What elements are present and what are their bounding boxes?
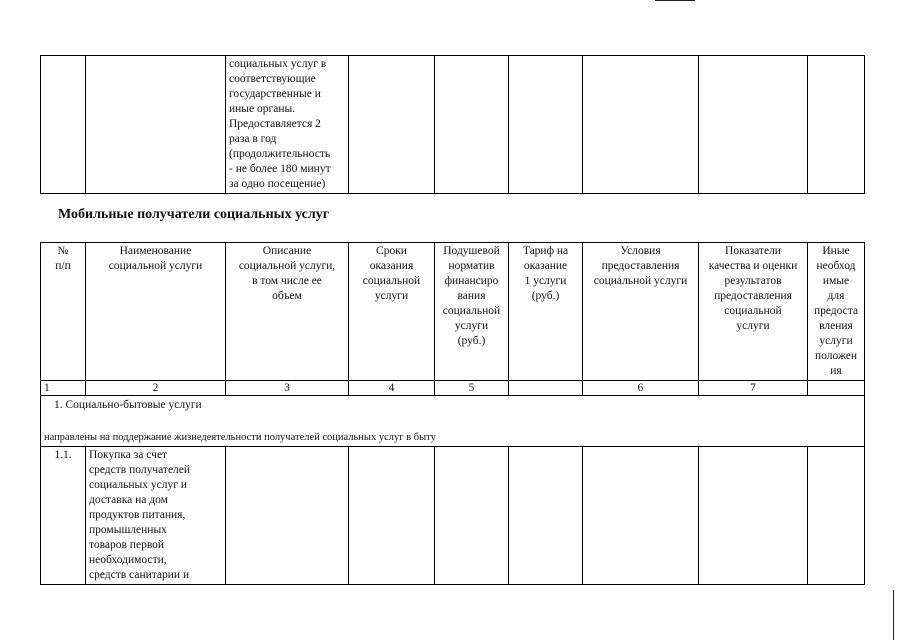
- scan-mark-top: [655, 0, 695, 1]
- column-number: 6: [583, 381, 699, 396]
- column-number: 7: [699, 381, 808, 396]
- table-cell: [435, 447, 509, 585]
- column-number: [509, 381, 583, 396]
- column-header: Наименование социальной услуги: [86, 243, 226, 381]
- table-cell: [226, 447, 349, 585]
- table-cell: [509, 56, 583, 194]
- section-cell: [41, 396, 865, 447]
- table-cell: [699, 56, 808, 194]
- table-cell: [86, 56, 226, 194]
- section-subheading: направлены на поддержание жизнедеятельности получателей социальных услуг в быту: [44, 432, 436, 443]
- section-row: [41, 396, 865, 447]
- column-number: 2: [86, 381, 226, 396]
- column-header: Тариф на оказание 1 услуги (руб.): [509, 243, 583, 381]
- table-cell: [41, 56, 86, 194]
- column-header: Иные необход имые для предоста вления услуги положен ия: [808, 243, 865, 381]
- column-number: 3: [226, 381, 349, 396]
- service-name: Покупка за счет средств получателей социальных услуг и доставка на дом продуктов питания, промышленных товаров первой необходимости, средств санитарии и: [86, 447, 226, 585]
- table-cell: [808, 447, 865, 585]
- table-cell: [808, 56, 865, 194]
- column-header: Условия предоставления социальной услуги: [583, 243, 699, 381]
- table-cell: [583, 447, 699, 585]
- scan-mark-right: [893, 590, 894, 640]
- table-row: [41, 56, 865, 194]
- column-number: 1: [41, 381, 86, 396]
- table-cell: [349, 56, 435, 194]
- column-header: № п/п: [41, 243, 86, 381]
- previous-page-table: [40, 55, 865, 194]
- column-header: Показатели качества и оценки результатов предоставления социальной услуги: [699, 243, 808, 381]
- section-title: Мобильные получатели социальных услуг: [58, 207, 330, 222]
- description-cell: социальных услуг в соответствующие государственные и иные органы. Предоставляется 2 раза в год (продолжительность - не более 180 минут за одно посещение): [226, 56, 349, 194]
- table-cell: [699, 447, 808, 585]
- column-header: Описание социальной услуги, в том числе ее объем: [226, 243, 349, 381]
- section-heading: 1. Социально-бытовые услуги: [54, 399, 202, 411]
- table-cell: [583, 56, 699, 194]
- column-number: 4: [349, 381, 435, 396]
- column-number-row: [41, 381, 865, 396]
- column-header: Сроки оказания социальной услуги: [349, 243, 435, 381]
- table-cell: [509, 447, 583, 585]
- column-number: 5: [435, 381, 509, 396]
- table-cell: [435, 56, 509, 194]
- row-number: 1.1.: [41, 447, 86, 585]
- column-header: Подушевой норматив финансиро вания социальной услуги (руб.): [435, 243, 509, 381]
- header-row: [41, 243, 865, 381]
- table-row: [41, 447, 865, 585]
- services-table: [40, 242, 865, 585]
- table-cell: [349, 447, 435, 585]
- column-number: [808, 381, 865, 396]
